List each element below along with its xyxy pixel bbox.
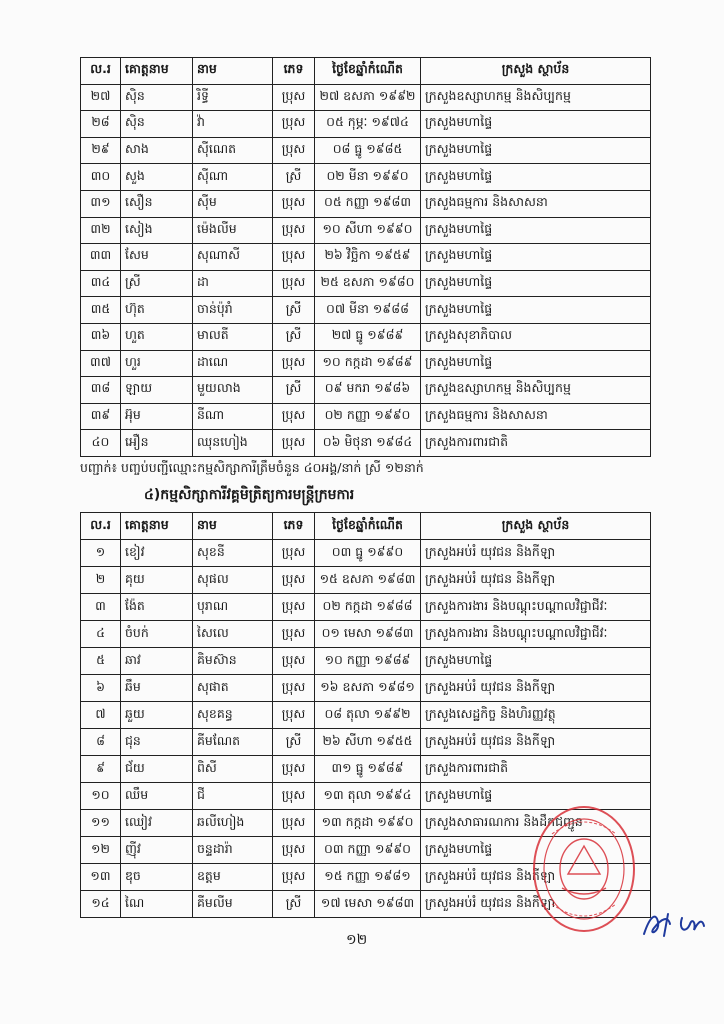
roster-table-1 xyxy=(80,57,651,457)
cell-dob: ០៦ មិថុនា ១៩៨៤ xyxy=(315,430,421,457)
cell-gender: ប្រុស xyxy=(273,702,315,729)
cell-gender: ប្រុស xyxy=(273,190,315,217)
cell-gender: ប្រុស xyxy=(273,350,315,377)
table-row xyxy=(81,621,651,648)
cell-dob: ០៣ កញ្ញា ១៩៩០ xyxy=(315,837,421,864)
cell-name: ចន្ទដារ៉ា xyxy=(193,837,273,864)
cell-surname: សែម xyxy=(121,244,193,271)
cell-number: ៩ xyxy=(81,756,121,783)
table-row xyxy=(81,648,651,675)
cell-number: ៤ xyxy=(81,621,121,648)
cell-number: ៣៦ xyxy=(81,323,121,350)
cell-ministry: ក្រសួងមហាផ្ទៃ xyxy=(421,837,651,864)
cell-number: ៦ xyxy=(81,675,121,702)
cell-surname: ឆឹម xyxy=(121,675,193,702)
cell-dob: ១០ សីហា ១៩៩០ xyxy=(315,217,421,244)
cell-surname: ឆាវ xyxy=(121,648,193,675)
table-row xyxy=(81,323,651,350)
cell-surname: អឿន xyxy=(121,430,193,457)
cell-dob: ១៥ កញ្ញា ១៩៨១ xyxy=(315,864,421,891)
cell-ministry: ក្រសួងធម្មការ និងសាសនា xyxy=(421,403,651,430)
cell-number: ៤០ xyxy=(81,430,121,457)
cell-name: វ៉ា xyxy=(193,111,273,138)
cell-number: ៥ xyxy=(81,648,121,675)
table-row xyxy=(81,702,651,729)
table-row xyxy=(81,891,651,918)
roster-table-1-body xyxy=(81,84,651,456)
cell-gender: ប្រុស xyxy=(273,648,315,675)
cell-ministry: ក្រសួងអប់រំ យុវជន និងកីឡា xyxy=(421,567,651,594)
cell-surname: ខៀវ xyxy=(121,540,193,567)
cell-gender: ស្រី xyxy=(273,891,315,918)
cell-ministry: ក្រសួងការងារ និងបណ្តុះបណ្តាលវិជ្ជាជីវៈ xyxy=(421,594,651,621)
cell-dob: ១៥ ឧសភា ១៩៨៣ xyxy=(315,567,421,594)
table-row xyxy=(81,403,651,430)
cell-number: ៣២ xyxy=(81,217,121,244)
cell-dob: ០១ មេសា ១៩៨៣ xyxy=(315,621,421,648)
cell-gender: ប្រុស xyxy=(273,111,315,138)
cell-dob: ១៣ កក្កដា ១៩៩០ xyxy=(315,810,421,837)
cell-gender: ប្រុស xyxy=(273,540,315,567)
table-row xyxy=(81,297,651,324)
cell-gender: ស្រី xyxy=(273,729,315,756)
cell-gender: ប្រុស xyxy=(273,621,315,648)
cell-ministry: ក្រសួងអប់រំ យុវជន និងកីឡា xyxy=(421,891,651,918)
cell-gender: ប្រុស xyxy=(273,864,315,891)
cell-gender: ប្រុស xyxy=(273,783,315,810)
cell-name: មាលតី xyxy=(193,323,273,350)
cell-gender: ស្រី xyxy=(273,164,315,191)
table-row xyxy=(81,594,651,621)
cell-gender: ប្រុស xyxy=(273,270,315,297)
cell-surname: ឌុច xyxy=(121,864,193,891)
cell-dob: ២៦ សីហា ១៩៥៥ xyxy=(315,729,421,756)
cell-number: ៣៨ xyxy=(81,377,121,404)
cell-dob: ១០ កញ្ញា ១៩៨៩ xyxy=(315,648,421,675)
cell-dob: ០៣ ធ្នូ ១៩៩០ xyxy=(315,540,421,567)
cell-gender: ស្រី xyxy=(273,377,315,404)
col-header-name: នាម xyxy=(193,58,273,85)
cell-surname: ជុន xyxy=(121,729,193,756)
cell-dob: ២៥ ឧសភា ១៩៨០ xyxy=(315,270,421,297)
cell-number: ៣០ xyxy=(81,164,121,191)
cell-name: គីមលីម xyxy=(193,891,273,918)
cell-surname: ស្រី xyxy=(121,270,193,297)
table-row xyxy=(81,377,651,404)
cell-name: គីមណែត xyxy=(193,729,273,756)
cell-number: ៣៥ xyxy=(81,297,121,324)
cell-ministry: ក្រសួងសេដ្ឋកិច្ច និងហិរញ្ញវត្ថុ xyxy=(421,702,651,729)
cell-ministry: ក្រសួងអប់រំ យុវជន និងកីឡា xyxy=(421,675,651,702)
cell-dob: ០៥ កុម្ភៈ ១៩៧៤ xyxy=(315,111,421,138)
cell-number: ៣៧ xyxy=(81,350,121,377)
cell-surname: សឿន xyxy=(121,190,193,217)
cell-number: ២ xyxy=(81,567,121,594)
cell-name: មួយលាង xyxy=(193,377,273,404)
col-header-gender: ភេទ xyxy=(273,513,315,540)
cell-surname: ឆួយ xyxy=(121,702,193,729)
cell-ministry: ក្រសួងការពារជាតិ xyxy=(421,756,651,783)
cell-ministry: ក្រសួងការងារ និងបណ្តុះបណ្តាលវិជ្ជាជីវៈ xyxy=(421,621,651,648)
cell-name: ស៊ីម xyxy=(193,190,273,217)
cell-gender: ប្រុស xyxy=(273,217,315,244)
table-row xyxy=(81,810,651,837)
cell-number: ៣៤ xyxy=(81,270,121,297)
cell-ministry: ក្រសួងមហាផ្ទៃ xyxy=(421,648,651,675)
cell-ministry: ក្រសួងអប់រំ យុវជន និងកីឡា xyxy=(421,864,651,891)
cell-dob: ០៩ មករា ១៩៨៦ xyxy=(315,377,421,404)
cell-name: ម៉េងលីម xyxy=(193,217,273,244)
cell-number: ៣១ xyxy=(81,190,121,217)
col-header-dob: ថ្ងៃខែឆ្នាំកំណើត xyxy=(315,513,421,540)
cell-number: ១០ xyxy=(81,783,121,810)
table-row xyxy=(81,137,651,164)
cell-dob: ០២ កក្កដា ១៩៨៨ xyxy=(315,594,421,621)
cell-dob: ០៧ មីនា ១៩៨៨ xyxy=(315,297,421,324)
cell-number: ២៨ xyxy=(81,111,121,138)
cell-surname: ជ័យ xyxy=(121,756,193,783)
cell-name: ចាន់ប៉ុរាំ xyxy=(193,297,273,324)
cell-number: ៣៩ xyxy=(81,403,121,430)
cell-ministry: ក្រសួងមហាផ្ទៃ xyxy=(421,270,651,297)
cell-name: ដា xyxy=(193,270,273,297)
cell-surname: សួង xyxy=(121,164,193,191)
cell-surname: ឡាយ xyxy=(121,377,193,404)
section-heading: ៤)កម្មសិក្សាការីវគ្គមិត្រិត្យការមន្ត្រីក្រមការ xyxy=(144,487,355,503)
cell-dob: ០៨ តុលា ១៩៩២ xyxy=(315,702,421,729)
cell-name: សៃលេ xyxy=(193,621,273,648)
cell-ministry: ក្រសួងអប់រំ យុវជន និងកីឡា xyxy=(421,540,651,567)
cell-surname: ណៃ xyxy=(121,891,193,918)
cell-ministry: ក្រសួងអប់រំ យុវជន និងកីឡា xyxy=(421,729,651,756)
table-row xyxy=(81,270,651,297)
cell-dob: ១៣ តុលា ១៩៩៤ xyxy=(315,783,421,810)
cell-ministry: ក្រសួងមហាផ្ទៃ xyxy=(421,164,651,191)
cell-surname: ចំបក់ xyxy=(121,621,193,648)
col-header-gender: ភេទ xyxy=(273,58,315,85)
cell-surname: ញ៉ីវ xyxy=(121,837,193,864)
cell-name: សុផល xyxy=(193,567,273,594)
cell-dob: ២៦ វិច្ឆិកា ១៩៥៩ xyxy=(315,244,421,271)
table-row xyxy=(81,540,651,567)
cell-gender: ប្រុស xyxy=(273,430,315,457)
cell-number: ១២ xyxy=(81,837,121,864)
table-row xyxy=(81,430,651,457)
cell-surname: ឈឹម xyxy=(121,783,193,810)
cell-gender: ប្រុស xyxy=(273,403,315,430)
cell-number: ៣៣ xyxy=(81,244,121,271)
cell-name: បុរាណ xyxy=(193,594,273,621)
cell-name: ពិសី xyxy=(193,756,273,783)
cell-name: សុខគន្ធ xyxy=(193,702,273,729)
table-row xyxy=(81,190,651,217)
table-row xyxy=(81,783,651,810)
cell-surname: ហួរ xyxy=(121,350,193,377)
col-header-ministry: ក្រសួង ស្ថាប័ន xyxy=(421,58,651,85)
cell-dob: ៣១ ធ្នូ ១៩៨៩ xyxy=(315,756,421,783)
cell-ministry: ក្រសួងឧស្សាហកម្ម និងសិប្បកម្ម xyxy=(421,84,651,111)
cell-dob: ០២ កញ្ញា ១៩៩០ xyxy=(315,403,421,430)
table-row xyxy=(81,217,651,244)
cell-name: គិមស៊ាន xyxy=(193,648,273,675)
roster-table-2 xyxy=(80,512,651,918)
cell-gender: ប្រុស xyxy=(273,675,315,702)
cell-ministry: ក្រសួងមហាផ្ទៃ xyxy=(421,111,651,138)
table-row xyxy=(81,837,651,864)
cell-ministry: ក្រសួងធម្មការ និងសាសនា xyxy=(421,190,651,217)
table-row xyxy=(81,350,651,377)
cell-number: ៧ xyxy=(81,702,121,729)
cell-name: សុផាត xyxy=(193,675,273,702)
cell-number: ១៣ xyxy=(81,864,121,891)
table-row xyxy=(81,84,651,111)
table-row xyxy=(81,244,651,271)
cell-ministry: ក្រសួងមហាផ្ទៃ xyxy=(421,244,651,271)
cell-name: ស៊ីណេត xyxy=(193,137,273,164)
cell-ministry: ក្រសួងសុខាភិបាល xyxy=(421,323,651,350)
cell-dob: ១៧ មេសា ១៩៨៣ xyxy=(315,891,421,918)
col-header-dob: ថ្ងៃខែឆ្នាំកំណើត xyxy=(315,58,421,85)
cell-dob: ១០ កក្កដា ១៩៨៩ xyxy=(315,350,421,377)
summary-note: បញ្ជាក់៖ បញ្ចប់បញ្ជីឈ្មោះកម្មសិក្សាការីត្រឹមចំនួន ៤០អង្គ/នាក់ ស្រី ១២នាក់ xyxy=(80,460,424,475)
table-row xyxy=(81,567,651,594)
cell-ministry: ក្រសួងការពារជាតិ xyxy=(421,430,651,457)
cell-number: ២៧ xyxy=(81,84,121,111)
col-header-ministry: ក្រសួង ស្ថាប័ន xyxy=(421,513,651,540)
table-row xyxy=(81,164,651,191)
cell-surname: ស៊ិន xyxy=(121,84,193,111)
col-header-number: ល.រ xyxy=(81,513,121,540)
cell-surname: សៀង xyxy=(121,217,193,244)
page-number: ១២ xyxy=(346,932,368,948)
cell-gender: ប្រុស xyxy=(273,244,315,271)
cell-surname: ឈៀវ xyxy=(121,810,193,837)
cell-name: ដាណេ xyxy=(193,350,273,377)
col-header-number: ល.រ xyxy=(81,58,121,85)
cell-surname: ង៉ែត xyxy=(121,594,193,621)
col-header-surname: គោត្តនាម xyxy=(121,513,193,540)
cell-dob: ០២ មីនា ១៩៩០ xyxy=(315,164,421,191)
cell-surname: ស៊ិន xyxy=(121,111,193,138)
cell-name: ឆលីហៀង xyxy=(193,810,273,837)
table-row xyxy=(81,111,651,138)
cell-dob: ០៨ ធ្នូ ១៩៨៥ xyxy=(315,137,421,164)
cell-gender: ស្រី xyxy=(273,297,315,324)
cell-name: សុណាសី xyxy=(193,244,273,271)
cell-number: ៣ xyxy=(81,594,121,621)
cell-name: សុខនី xyxy=(193,540,273,567)
cell-dob: ០៥ កញ្ញា ១៩៨៣ xyxy=(315,190,421,217)
cell-dob: ២៧ ធ្នូ ១៩៨៩ xyxy=(315,323,421,350)
cell-surname: គុយ xyxy=(121,567,193,594)
cell-gender: ប្រុស xyxy=(273,837,315,864)
table-row xyxy=(81,729,651,756)
cell-gender: ស្រី xyxy=(273,323,315,350)
cell-dob: ១៦ ឧសភា ១៩៨១ xyxy=(315,675,421,702)
col-header-name: នាម xyxy=(193,513,273,540)
cell-gender: ប្រុស xyxy=(273,137,315,164)
cell-ministry: ក្រសួងមហាផ្ទៃ xyxy=(421,217,651,244)
table-row xyxy=(81,864,651,891)
cell-surname: សាង xyxy=(121,137,193,164)
cell-surname: អ៊ុម xyxy=(121,403,193,430)
cell-number: ១១ xyxy=(81,810,121,837)
cell-surname: ហួត xyxy=(121,323,193,350)
cell-surname: ហ៊ុត xyxy=(121,297,193,324)
cell-gender: ប្រុស xyxy=(273,810,315,837)
cell-name: ស៊ីណា xyxy=(193,164,273,191)
cell-name: ជី xyxy=(193,783,273,810)
table-header-row xyxy=(81,58,651,85)
cell-dob: ២៧ ឧសភា ១៩៩២ xyxy=(315,84,421,111)
cell-ministry: ក្រសួងមហាផ្ទៃ xyxy=(421,350,651,377)
cell-ministry: ក្រសួងមហាផ្ទៃ xyxy=(421,137,651,164)
cell-ministry: ក្រសួងមហាផ្ទៃ xyxy=(421,783,651,810)
cell-gender: ប្រុស xyxy=(273,84,315,111)
cell-ministry: ក្រសួងសាធារណការ និងដឹកជញ្ជូន xyxy=(421,810,651,837)
roster-table-2-body xyxy=(81,540,651,918)
table-row xyxy=(81,756,651,783)
cell-ministry: ក្រសួងឧស្សាហកម្ម និងសិប្បកម្ម xyxy=(421,377,651,404)
cell-gender: ប្រុស xyxy=(273,567,315,594)
cell-number: ១៤ xyxy=(81,891,121,918)
cell-name: នីណា xyxy=(193,403,273,430)
cell-ministry: ក្រសួងមហាផ្ទៃ xyxy=(421,297,651,324)
col-header-surname: គោត្តនាម xyxy=(121,58,193,85)
cell-name: រិទ្ធី xyxy=(193,84,273,111)
cell-name: ឧត្តម xyxy=(193,864,273,891)
table-header-row xyxy=(81,513,651,540)
cell-gender: ប្រុស xyxy=(273,594,315,621)
cell-number: ៨ xyxy=(81,729,121,756)
table-row xyxy=(81,675,651,702)
cell-name: ឈុនហៀង xyxy=(193,430,273,457)
cell-gender: ប្រុស xyxy=(273,756,315,783)
cell-number: ១ xyxy=(81,540,121,567)
cell-number: ២៩ xyxy=(81,137,121,164)
